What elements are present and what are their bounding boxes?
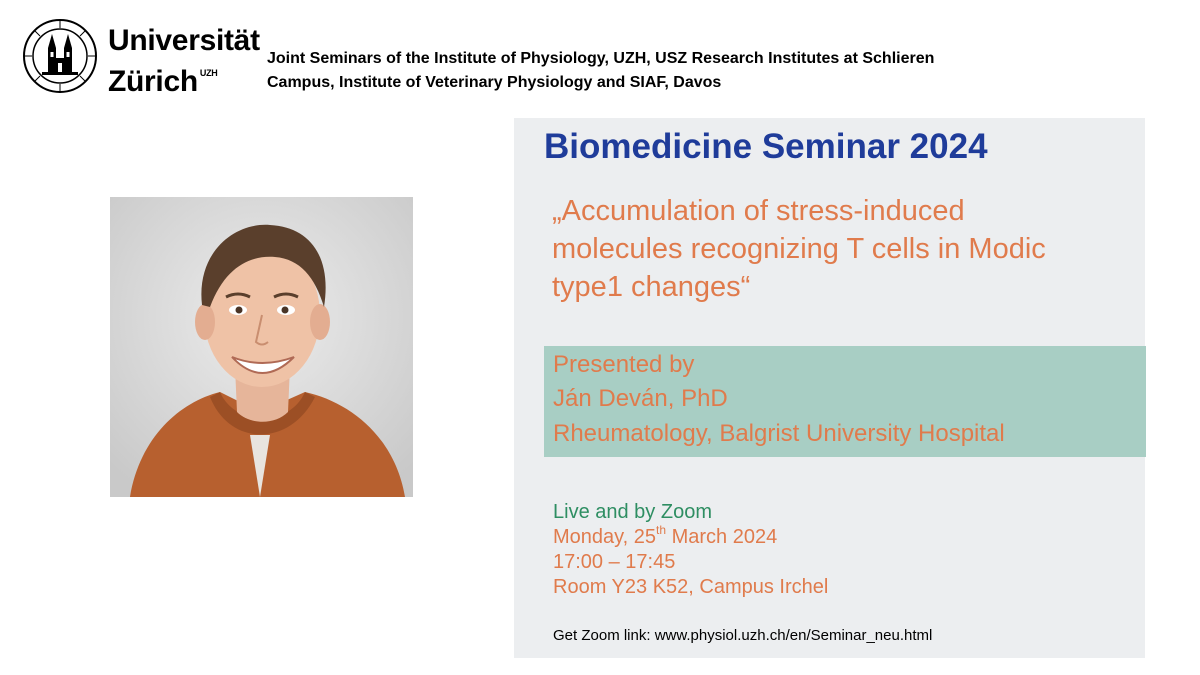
event-time: 17:00 – 17:45 <box>553 551 676 573</box>
university-name-line1: Universität <box>108 24 260 57</box>
event-details <box>553 500 828 600</box>
speaker-affiliation: Rheumatology, Balgrist University Hospital <box>553 420 1005 447</box>
speaker-name: Ján Deván, PhD <box>553 385 728 412</box>
university-logo <box>22 18 260 98</box>
presented-by-label: Presented by <box>553 351 695 378</box>
university-name <box>108 24 260 98</box>
uzh-suffix: UZH <box>199 68 218 78</box>
event-mode: Live and by Zoom <box>553 501 712 523</box>
talk-title-line-2: molecules recognizing T cells in Modic <box>552 233 1046 265</box>
talk-title-line-3: type1 changes“ <box>552 271 751 303</box>
seminar-title: Biomedicine Seminar 2024 <box>544 127 988 166</box>
speaker-portrait-icon <box>110 197 413 497</box>
header-line-1: Joint Seminars of the Institute of Physiology, UZH, USZ Research Institutes at Schlieren <box>267 50 935 67</box>
presenter-box <box>544 346 1146 457</box>
university-name-line2 <box>108 57 260 98</box>
talk-title <box>552 192 1132 306</box>
university-seal-icon <box>22 18 98 94</box>
event-date-prefix: Monday, 25 <box>553 526 657 548</box>
event-date-suffix-sup: th <box>656 523 667 537</box>
header-institutes <box>267 47 1167 95</box>
header-line-2: Campus, Institute of Veterinary Physiology and SIAF, Davos <box>267 74 722 91</box>
event-date <box>553 525 828 550</box>
event-location: Room Y23 K52, Campus Irchel <box>553 576 829 598</box>
talk-title-line-1: „Accumulation of stress-induced <box>552 195 965 227</box>
zoom-link[interactable]: Get Zoom link: www.physiol.uzh.ch/en/Seminar_neu.html <box>553 627 933 644</box>
event-date-month: March 2024 <box>666 526 778 548</box>
speaker-photo <box>110 197 413 497</box>
university-city: Zürich <box>108 65 198 98</box>
